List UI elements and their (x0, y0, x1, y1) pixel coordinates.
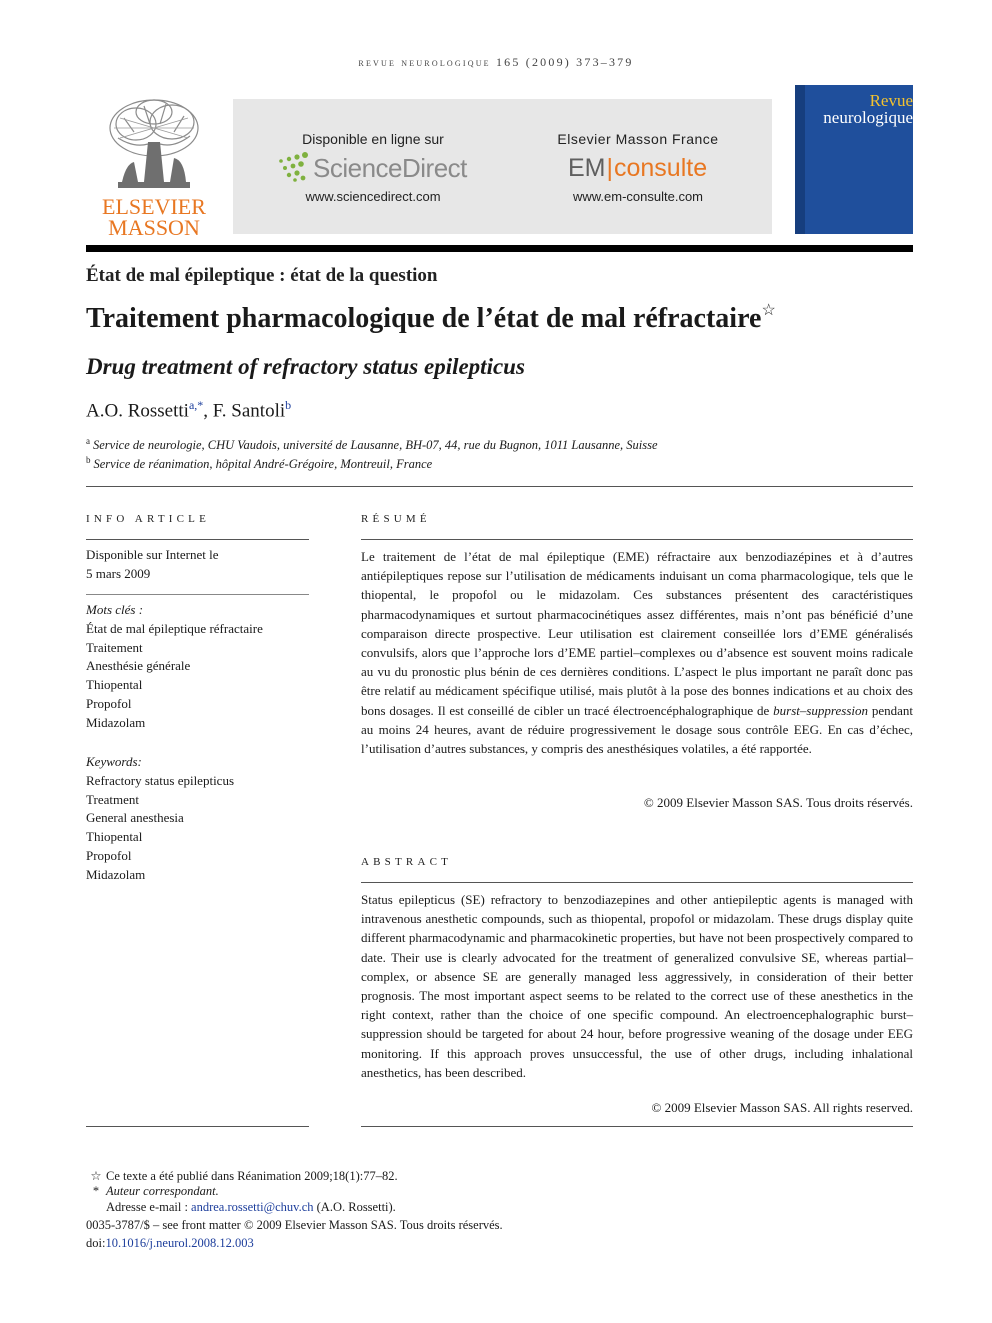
mots-cles-block (86, 601, 263, 733)
online-date (86, 546, 219, 584)
resume-rule (361, 539, 913, 540)
footnote-corr-text: Auteur correspondant. (106, 1184, 219, 1198)
em-logo-em: EM (568, 154, 606, 182)
abstract-label: ABSTRACT (361, 856, 453, 868)
mot-cle: Propofol (86, 695, 132, 711)
affiliation-a-text: Service de neurologie, CHU Vaudois, université de Lausanne, BH-07, 44, rue du Bugnon, 1011 Lausanne, Suisse (93, 438, 658, 453)
info-article-label: INFO ARTICLE (86, 513, 210, 525)
author-santoli-affil[interactable]: b (285, 398, 292, 412)
section-heading: État de mal épileptique : état de la question (86, 265, 438, 286)
affiliation-b (86, 455, 432, 472)
issn-line: 0035-3787/$ – see front matter © 2009 Elsevier Masson SAS. Tous droits réservés. (86, 1218, 503, 1232)
email-suffix: (A.O. Rossetti). (313, 1200, 396, 1214)
affiliation-a-mark: a (86, 436, 90, 446)
keywords-heading: Keywords: (86, 754, 142, 769)
resume-text-part2: pendant au moins 24 heures, avant de réduire progressivement le dosage sous contrôle EEG. En cas d’échec, l’utilisation d’autres substances, y compris des anesthésiques volatiles, a été rapportée. (361, 702, 913, 757)
article-title-english: Drug treatment of refractory status epilepticus (86, 354, 525, 379)
mot-cle: Anesthésie générale (86, 658, 191, 674)
elsevier-tree-icon (104, 98, 204, 194)
affiliation-b-text: Service de réanimation, hôpital André-Grégoire, Montreuil, France (93, 457, 433, 472)
doi-label: doi: (86, 1236, 106, 1250)
sciencedirect-dots-icon (275, 151, 311, 183)
keyword: Propofol (86, 847, 132, 863)
sd-available-label: Disponible en ligne sur (302, 131, 444, 147)
online-date-label: Disponible sur Internet le (86, 547, 219, 562)
mot-cle: État de mal épileptique réfractaire (86, 620, 263, 636)
keyword: Refractory status epilepticus (86, 772, 235, 788)
online-date-value: 5 mars 2009 (86, 565, 151, 581)
sciencedirect-wordmark: ScienceDirect (313, 153, 467, 183)
em-title: Elsevier Masson France (557, 131, 719, 147)
info-rule-1 (86, 539, 309, 540)
footnote-corr-mark: * (92, 1184, 100, 1198)
keyword: Midazolam (86, 866, 146, 882)
affiliation-b-mark: b (86, 455, 91, 465)
footnote-star-mark: ☆ (90, 1169, 102, 1183)
cover-title-revue: Revue (869, 91, 913, 110)
cover-title-neurologique: neurologique (823, 108, 913, 127)
elsevier-word: ELSEVIER (102, 194, 206, 219)
footnote-corresponding (86, 1184, 219, 1199)
resume-text-italic: burst–suppression (773, 702, 869, 718)
email-label: Adresse e-mail : (106, 1200, 192, 1214)
footnote-star-text: Ce texte a été publié dans Réanimation 2009;18(1):77–82. (106, 1169, 398, 1183)
author-separator: , (203, 400, 213, 422)
cover-title (803, 92, 913, 126)
doi-line (86, 1236, 254, 1251)
footnote-star (86, 1168, 398, 1184)
em-logo-consulte: consulte (614, 154, 708, 182)
keywords-block (86, 753, 234, 885)
info-rule-2 (86, 594, 309, 595)
mots-cles-heading: Mots clés : (86, 602, 144, 617)
doi-link[interactable]: 10.1016/j.neurol.2008.12.003 (105, 1236, 254, 1250)
mot-cle: Traitement (86, 639, 143, 655)
journal-cover (795, 85, 913, 234)
em-consulte-url[interactable]: www.em-consulte.com (572, 189, 704, 204)
resume-label: RÉSUMÉ (361, 513, 431, 525)
masson-word: MASSON (108, 215, 200, 240)
mot-cle: Midazolam (86, 714, 146, 730)
abstract-rule-bottom (361, 1126, 913, 1127)
article-title-text: Traitement pharmacologique de l’état de mal réfractaire (86, 303, 762, 334)
keyword: General anesthesia (86, 810, 184, 826)
abstract-rule (361, 882, 913, 883)
author-list (86, 398, 291, 422)
resume-copyright: © 2009 Elsevier Masson SAS. Tous droits réservés. (643, 795, 913, 810)
affiliation-a (86, 436, 658, 453)
email-link[interactable]: andrea.rossetti@chuv.ch (191, 1200, 314, 1214)
title-footnote-mark[interactable]: ☆ (761, 302, 776, 319)
elsevier-masson-logo (86, 98, 222, 238)
affiliation-rule (86, 486, 913, 487)
author-rossetti: A.O. Rossetti (86, 400, 189, 422)
article-title (86, 300, 776, 335)
mot-cle: Thiopental (86, 677, 143, 693)
footnote-email (86, 1200, 396, 1215)
sciencedirect-url[interactable]: www.sciencedirect.com (305, 189, 441, 204)
keyword: Treatment (86, 791, 139, 807)
author-santoli: F. Santoli (212, 400, 286, 422)
abstract-copyright: © 2009 Elsevier Masson SAS. All rights reserved. (651, 1100, 913, 1115)
resume-text (361, 547, 913, 758)
info-rule-bottom (86, 1126, 309, 1127)
abstract-text: Status epilepticus (SE) refractory to benzodiazepines and other antiepileptic agents is managed with intravenous anesthetic compounds, such as thiopental, propofol or midazolam. These drugs display quite different pharmacodynamic and pharmacokinetic properties, but have not been prospectively compared to date. Their use is clearly advocated for the treatment of generalized convulsive SE, whereas partial–complex, or absence SE are generally managed less aggressively, in consideration of their better prognosis. The most important aspect seems to be related to the correct use of these anesthetics in the right context, rather than the choice of one specific compound. An electroencephalographic burst–suppression should be targeted for about 24 hour, before progressive weaning of the dosage under EEG monitoring. If this approach proves unsuccessful, the use of other drugs, including inhalational anesthetics, has been described. (361, 892, 913, 1080)
running-header: revue neurologique 165 (2009) 373–379 (358, 55, 634, 69)
publisher-banner (233, 99, 772, 234)
header-rule (86, 245, 913, 252)
resume-text-part1: Le traitement de l’état de mal épileptique (EME) réfractaire aux benzodiazépines et à d’autres antiépileptiques repose sur l’utilisation de médicaments induisant un coma pharmacologique, tels que le thiopental, le propofol ou le midazolam. Ces substances présentent des caractéristiques pharmacodynamiques et surtout pharmacocinétiques assez différentes, mais n’ont pas bénéficié d’une comparaison directe prospective. Leur utilisation est clairement conseillée lors d’EME généralisés convulsifs, alors que l’approche lors d’EME partiel–complexes ou d’absence est souvent moins radicale au vu du pronostic plus bénin de ces dernières conditions. L’aspect le plus important ne paraît donc pas être relatif au médicament spécifique utilisé, mais plutôt à la pose des bonnes indications et au choix des bons dosages. Il est conseillé de cibler un tracé électroencéphalographique de (361, 549, 913, 718)
author-rossetti-affil[interactable]: a,* (188, 398, 204, 412)
keyword: Thiopental (86, 829, 143, 845)
em-consulte-logo: EM|consulte (568, 154, 708, 182)
